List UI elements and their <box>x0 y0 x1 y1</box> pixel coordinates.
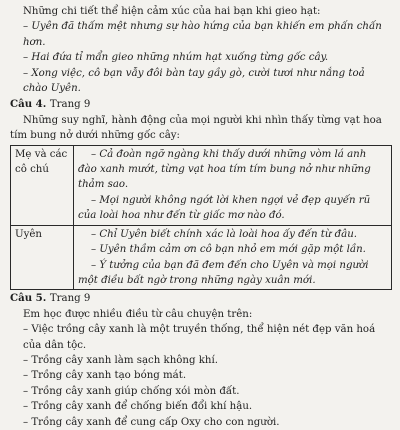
intro-bullet: – Xong việc, cô bạn vẫy đôi bàn tay gầy gò, cười tươi như nắng toả chào Uyên. <box>23 67 365 95</box>
question-5-bullet: – Việc trồng cây xanh là một truyền thống, thể hiện nét đẹp văn hoá của dân tộc. <box>23 324 376 351</box>
question-5-bullet: – Trồng cây xanh để cung cấp Oxy cho con người. <box>23 416 280 428</box>
question-4-prompt: Những suy nghĩ, hành động của mọi người khi nhìn thấy từng vạt hoa tím bung nở dưới những gốc cây: <box>10 114 382 142</box>
question-5-bullet: – Trồng cây xanh tạo bóng mát. <box>23 370 187 382</box>
table-detail-line: – Mọi người không ngớt lời khen ngợi vẻ đẹp quyến rũ của loài hoa như đến từ giấc mơ nào đó. <box>78 194 371 222</box>
table-cell-who: Uyên <box>11 225 74 290</box>
table-row <box>11 145 392 225</box>
question-5-prompt: Em học được nhiều điều từ câu chuyện trên: <box>23 308 253 320</box>
intro-bullet: – Uyên đã thấm mệt nhưng sự hào hứng của bạn khiến em phấn chấn hơn. <box>23 21 382 48</box>
intro-question: Những chi tiết thể hiện cảm xúc của hai bạn khi gieo hạt: <box>23 6 321 17</box>
question-5-bullet: – Trồng cây xanh giúp chống xói mòn đất. <box>23 385 240 397</box>
question-5-bullet: – Trồng cây xanh để chống biến đổi khí hậu. <box>23 401 253 413</box>
question-5-label: Câu 5. <box>10 292 47 305</box>
question-4-label: Câu 4. <box>10 98 47 111</box>
reactions-table <box>10 145 392 291</box>
table-detail-line: – Uyên thầm cảm ơn cô bạn nhỏ em mới gặp một lần. <box>91 244 366 256</box>
question-5-heading <box>10 291 392 306</box>
table-row <box>11 225 392 290</box>
intro-bullet: – Hai đứa tỉ mẩn gieo những nhúm hạt xuống từng gốc cây. <box>23 52 329 64</box>
question-5-bullet: – Trồng cây xanh làm sạch không khí. <box>23 354 218 366</box>
question-4-heading <box>10 97 392 112</box>
table-cell-details <box>74 145 392 225</box>
table-detail-line: – Cả đoàn ngỡ ngàng khi thấy dưới những vòm lá anh đào xanh mướt, từng vạt hoa tím tím bung nở như những thảm sao. <box>78 148 371 191</box>
question-4-page-ref: Trang 9 <box>49 99 91 111</box>
table-detail-line: – Chỉ Uyên biết chính xác là loài hoa ấy đến từ đâu. <box>91 228 358 240</box>
table-cell-who: Mẹ và các cô chú <box>11 145 74 225</box>
question-5-page-ref: Trang 9 <box>49 293 91 305</box>
table-detail-line: – Ý tưởng của bạn đã đem đến cho Uyên và mọi người một điều bất ngờ trong những ngày xuân mới. <box>78 259 369 286</box>
table-cell-details <box>74 225 392 290</box>
